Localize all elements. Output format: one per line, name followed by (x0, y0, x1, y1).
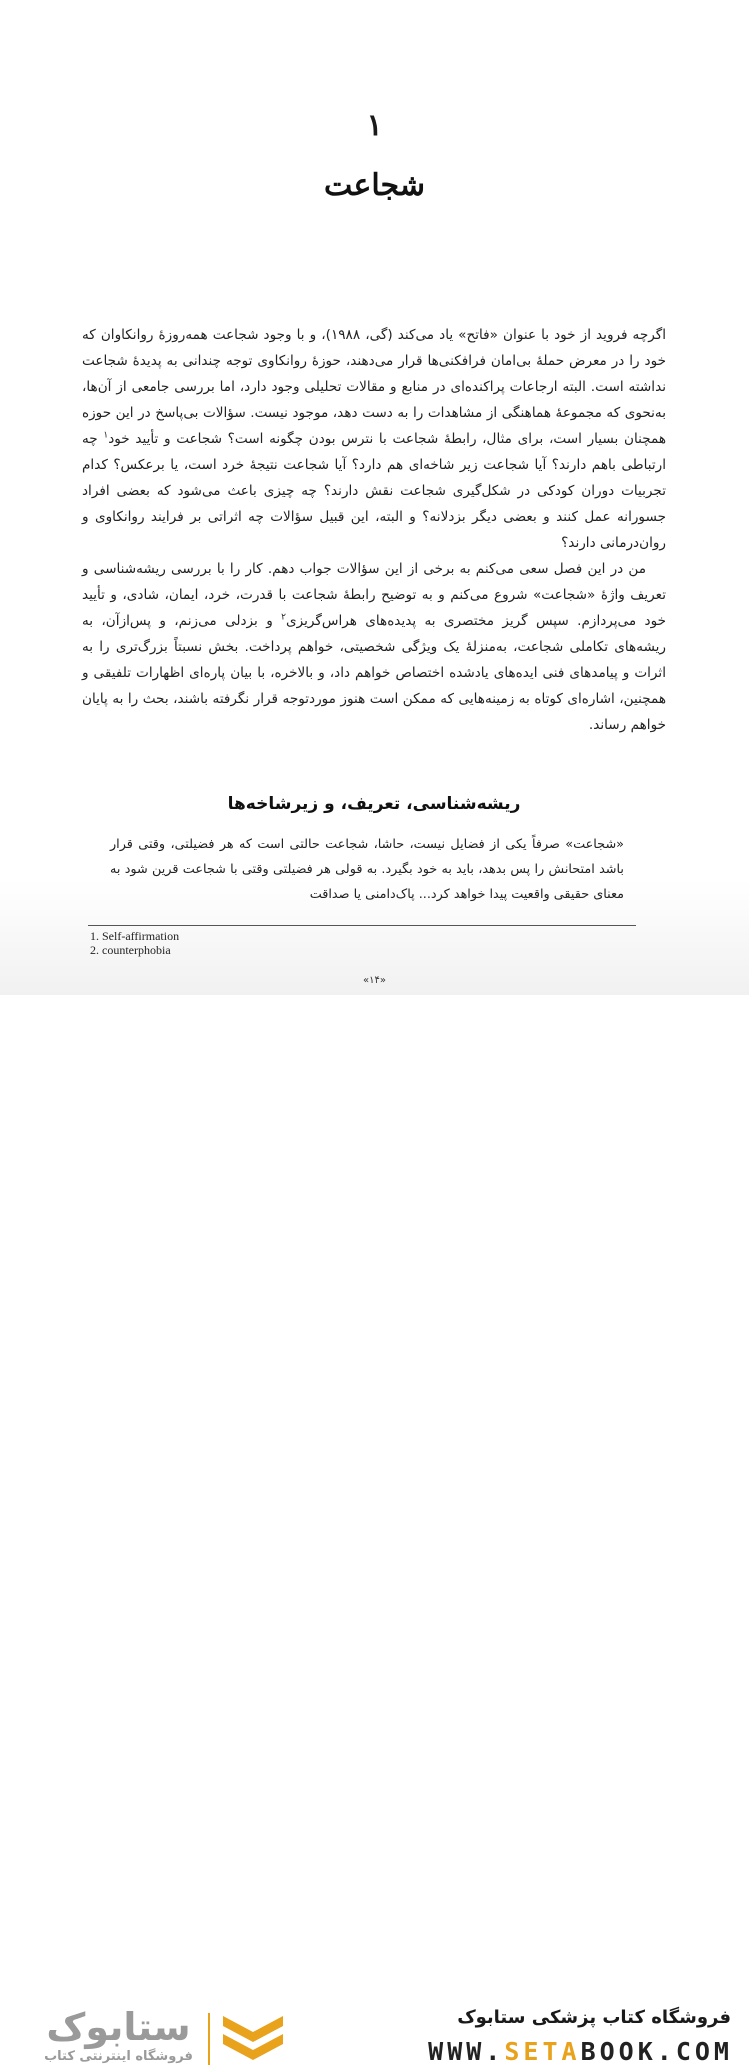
chevron-top (223, 2016, 283, 2042)
paragraph-2 (82, 556, 666, 738)
paragraph-1-part-b: چه ارتباطی باهم دارند؟ آیا شجاعت زیر شاخه‌ای هم دارد؟ آیا شجاعت نتیجهٔ خرد است، یا برعکس؟ کدام تجربیات دوران کودکی در شکل‌گیری شجاعت نقش دارند؟ چه چیزی باعث می‌شود که بعضی افراد جسورانه عمل کنند و بعضی دیگر بزدلانه؟ و البته، این قبیل سؤالات چه اثراتی بر فرایند روانکاوی و روان‌درمانی دارند؟ (82, 431, 666, 551)
footnotes (90, 929, 490, 957)
page-number: «۱۴» (363, 975, 386, 986)
paragraph-2-part-a: من در این فصل سعی می‌کنم به برخی از این سؤالات جواب دهم. کار را با بررسی ریشه‌شناسی و تعریف واژهٔ «شجاعت» شروع می‌کنم و به توضیح رابطهٔ شجاعت با قدرت، خرد، ایمان، شادی، و تأیید خود می‌پردازم. سپس گریز مختصری به پدیده‌های هراس‌گریزی (82, 561, 666, 629)
section-heading: ریشه‌شناسی، تعریف، و زیرشاخه‌ها (227, 794, 521, 814)
chapter-number: ۱ (366, 108, 383, 143)
footnote-2: 2. counterphobia (90, 943, 171, 957)
store-logo-wordmark: ستابوک (46, 2005, 191, 2049)
store-name: فروشگاه کتاب پزشکی ستابوک (457, 2007, 731, 2028)
store-url-highlight: SETA (504, 2037, 581, 2066)
store-url-suffix: BOOK.COM (580, 2037, 733, 2066)
stacked-chevrons-icon (218, 2012, 288, 2064)
block-quote: «شجاعت» صرفاً یکی از فضایل نیست، حاشا، شجاعت حالتی است که هر فضیلتی، وقتی قرار باشد امتحانش را پس بدهد، باید به خود بگیرد. به قولی هر فضیلتی وقتی با شجاعت قرین شود به معنای حقیقی واقعیت پیدا خواهد کرد... پاک‌دامنی یا صداقت (110, 837, 624, 902)
store-logo-tagline: فروشگاه اینترنتی کتاب (44, 2049, 193, 2064)
store-url[interactable] (428, 2037, 733, 2066)
chapter-title: شجاعت (323, 168, 425, 203)
footnote-divider (88, 925, 636, 926)
paragraph-1 (82, 322, 666, 556)
store-url-prefix: WWW. (428, 2037, 505, 2066)
book-page (0, 0, 749, 995)
store-banner (0, 995, 749, 2066)
footnote-ref-1: ۱ (103, 430, 109, 441)
footnote-ref-2: ۲ (281, 612, 286, 623)
footnote-1: 1. Self-affirmation (90, 929, 180, 943)
paragraph-2-part-b: و بزدلی می‌زنم، و پس‌ازآن، به ریشه‌های تکاملی شجاعت، به‌منزلهٔ یک ویژگی شخصیتی، خواهم پرداخت. بخش نسبتاً بزرگ‌تری را به اثرات و پیامدهای فنی ایده‌های یادشده اختصاص خواهم داد، و بالاخره، با بیان پاره‌ای اظهارات تلفیقی و همچنین، اشاره‌ای کوتاه به زمینه‌هایی که ممکن است هنوز موردتوجه قرار نگرفته باشند، بحث را به پایان خواهم رساند. (82, 613, 666, 733)
logo-divider (208, 2013, 210, 2065)
paragraph-1-part-a: اگرچه فروید از خود با عنوان «فاتح» یاد می‌کند (گی، ۱۹۸۸)، و با وجود شجاعت همه‌روزهٔ روانکاوان که خود را در معرض حملهٔ بی‌امان فرافکنی‌ها قرار می‌دهند، حوزهٔ روانکاوی توجه چندانی به پدیدهٔ شجاعت نداشته است. البته ارجاعات پراکنده‌ای در منابع و مقالات تحلیلی وجود دارد، اما بررسی جامعی از آن‌ها، به‌نحوی که مجموعهٔ هماهنگی از مشاهدات را به دست دهد، موجود نیست. سؤالات بی‌پاسخ در این حوزه همچنان بسیار است، برای مثال، رابطهٔ شجاعت با نترس بودن چگونه است؟ شجاعت و تأیید خود (82, 327, 667, 447)
chapter-body (82, 322, 666, 738)
